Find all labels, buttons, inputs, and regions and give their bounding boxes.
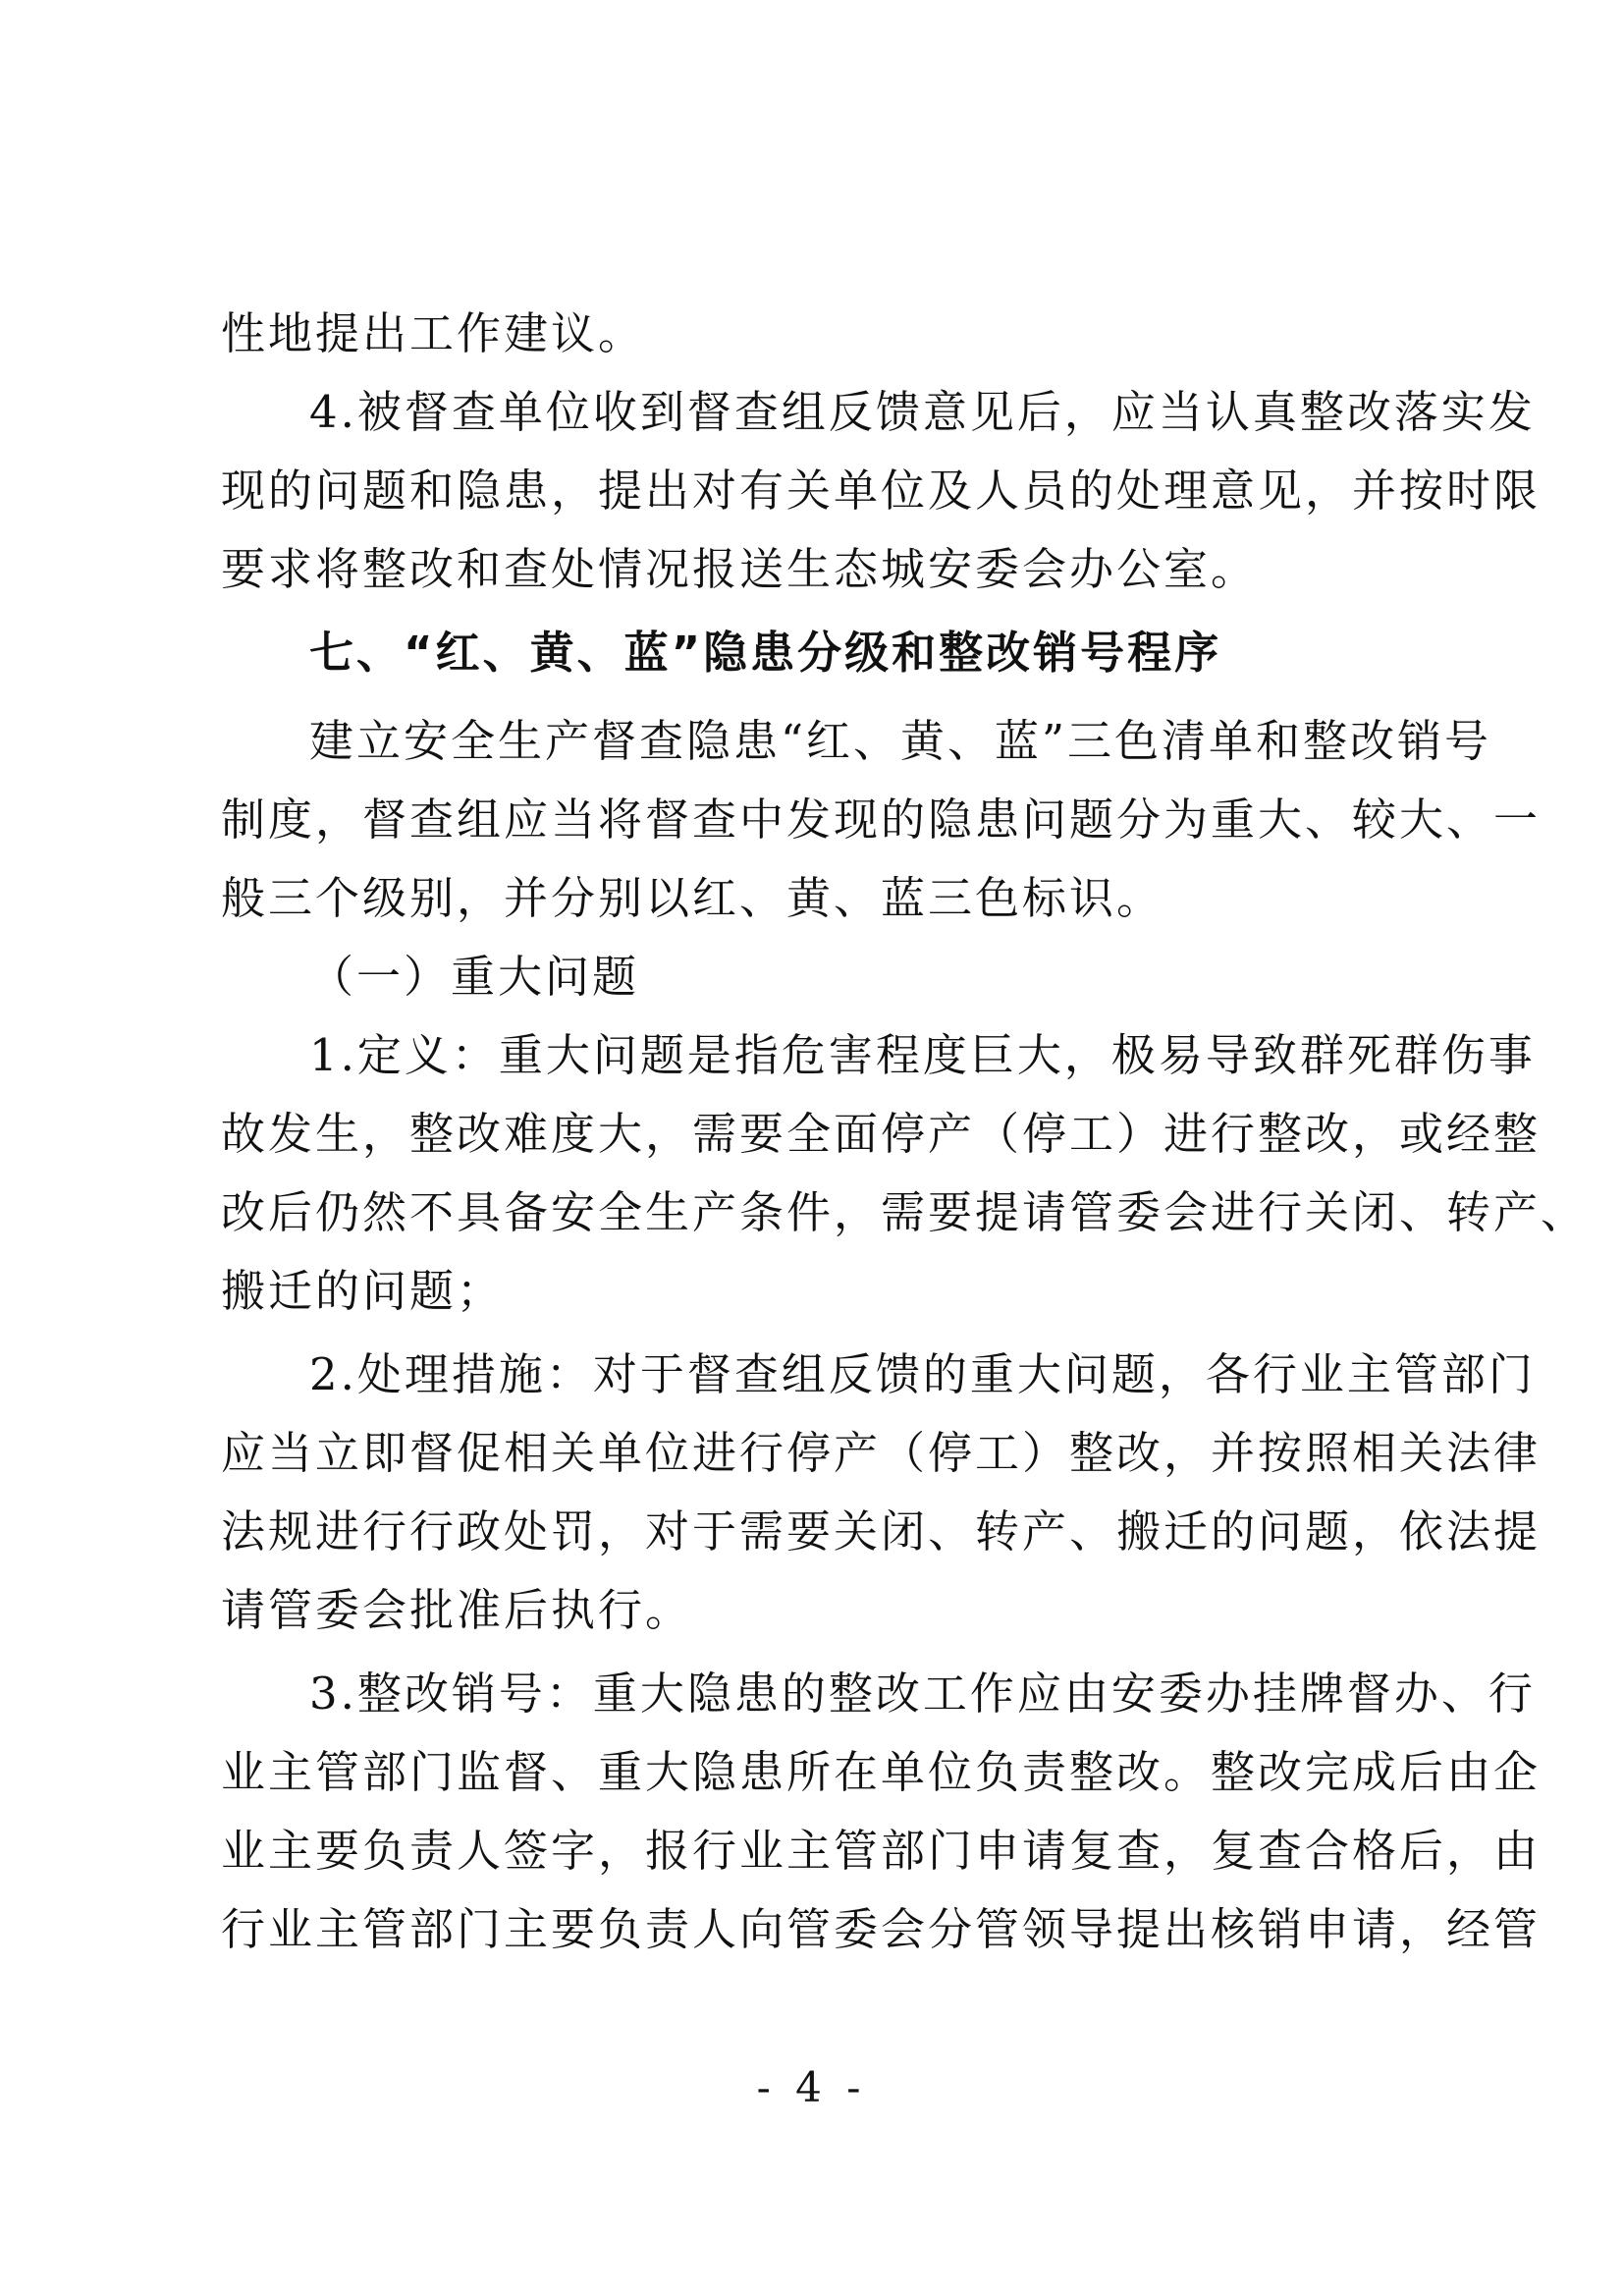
body-text-line: 2.处理措施：对于督查组反馈的重大问题，各行业主管部门 xyxy=(309,1348,1536,1400)
body-text-line: 搬迁的问题； xyxy=(221,1265,505,1317)
body-text-line: 法规进行行政处罚，对于需要关闭、转产、搬迁的问题，依法提 xyxy=(221,1505,1542,1558)
body-text-line: 3.整改销号：重大隐患的整改工作应由安委办挂牌督办、行 xyxy=(309,1667,1536,1720)
body-text-line: 性地提出工作建议。 xyxy=(221,307,646,359)
subsection-heading: （一）重大问题 xyxy=(309,951,640,1003)
section-heading: 七、“红、黄、蓝”隐患分级和整改销号程序 xyxy=(309,627,1222,679)
body-text-line: 行业主管部门主要负责人向管委会分管领导提出核销申请，经管 xyxy=(221,1903,1542,1955)
body-text-line: 请管委会批准后执行。 xyxy=(221,1584,693,1636)
body-text-line: 制度，督查组应当将督查中发现的隐患问题分为重大、较大、一 xyxy=(221,793,1542,846)
body-text-line: 故发生，整改难度大，需要全面停产（停工）进行整改，或经整 xyxy=(221,1108,1542,1160)
body-text-line: 改后仍然不具备安全生产条件，需要提请管委会进行关闭、转产、 xyxy=(221,1186,1589,1238)
body-text-line: 业主管部门监督、重大隐患所在单位负责整改。整改完成后由企 xyxy=(221,1746,1542,1798)
body-text-line: 要求将整改和查处情况报送生态城安委会办公室。 xyxy=(221,543,1259,595)
body-text-line: 应当立即督促相关单位进行停产（停工）整改，并按照相关法律 xyxy=(221,1427,1542,1479)
body-text-line: 现的问题和隐患，提出对有关单位及人员的处理意见，并按时限 xyxy=(221,465,1542,517)
body-text-line: 4.被督查单位收到督查组反馈意见后，应当认真整改落实发 xyxy=(309,386,1536,438)
body-text-line: 1.定义：重大问题是指危害程度巨大，极易导致群死群伤事 xyxy=(309,1029,1536,1081)
body-text-line: 建立安全生产督查隐患“红、黄、蓝”三色清单和整改销号 xyxy=(309,715,1492,767)
body-text-line: 业主要负责人签字，报行业主管部门申请复查，复查合格后，由 xyxy=(221,1825,1542,1877)
page-number: - 4 - xyxy=(756,2063,867,2111)
body-text-line: 般三个级别，并分别以红、黄、蓝三色标识。 xyxy=(221,872,1164,924)
